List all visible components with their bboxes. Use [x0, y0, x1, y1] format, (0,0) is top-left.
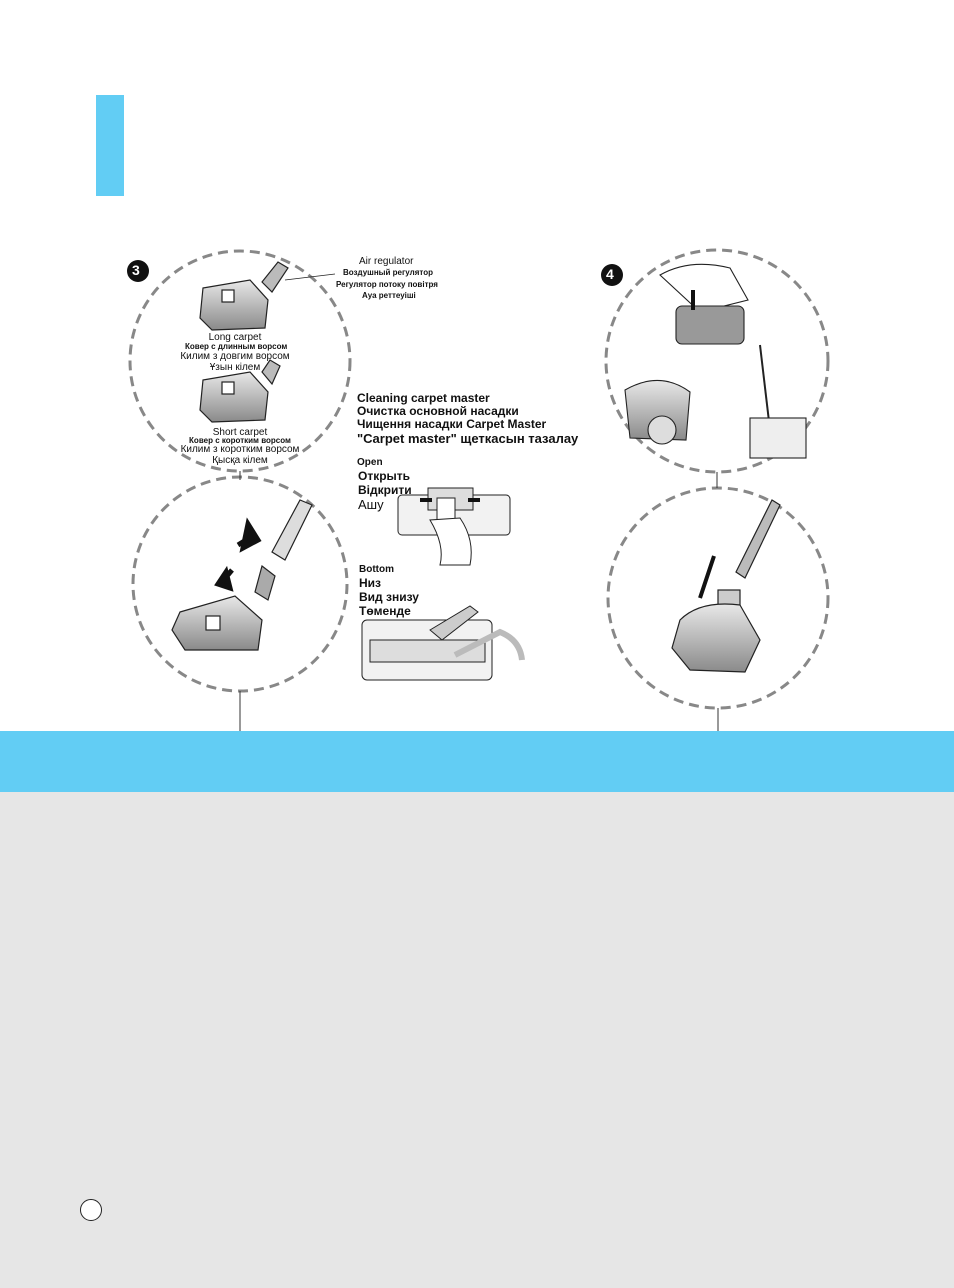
- arrow-down-icon: [218, 570, 232, 588]
- turbo-nozzle-attach-icon: [672, 500, 780, 672]
- bottom-uk: Вид знизу: [359, 590, 419, 604]
- short-carpet-en: Short carpet: [212, 427, 268, 438]
- cleaning-title-uk: Чищення насадки Carpet Master: [357, 417, 547, 431]
- bottom-en: Bottom: [359, 564, 394, 575]
- step3-lower-circle: [133, 477, 347, 691]
- bottom-kk: Төменде: [359, 604, 411, 618]
- short-carpet-kk: Қысқа кілем: [212, 455, 268, 466]
- section-blue-band: [0, 731, 954, 792]
- cleaning-title-kk: "Carpet master" щеткасын тазалау: [357, 431, 579, 446]
- nozzle-attach-icon: [172, 500, 312, 650]
- bottom-ru: Низ: [359, 576, 382, 590]
- open-ru: Открыть: [358, 469, 411, 483]
- long-carpet-en: Long carpet: [208, 332, 262, 343]
- arrow-up-icon: [238, 524, 258, 548]
- long-carpet-uk: Килим з довгим ворсом: [180, 351, 290, 362]
- open-kk: Ашу: [358, 497, 384, 512]
- open-en: Open: [357, 457, 383, 468]
- air-regulator-kk: Ауа реттеуіші: [362, 291, 416, 300]
- air-regulator-ru: Воздушный регулятор: [343, 268, 433, 277]
- long-carpet-kk: Ұзын кілем: [209, 362, 261, 373]
- double-arrow-icon: [700, 556, 714, 598]
- text-panel: [0, 792, 954, 1288]
- nozzle-open-diagram: [398, 488, 510, 565]
- open-uk: Відкрити: [358, 483, 412, 497]
- short-carpet-ru: Ковер с коротким ворсом: [189, 436, 291, 445]
- air-regulator-en: Air regulator: [359, 256, 414, 267]
- long-carpet-ru: Ковер с длинным ворсом: [185, 342, 288, 351]
- step4-number: 4: [606, 266, 614, 282]
- step3-number: 3: [132, 262, 140, 278]
- short-carpet-uk: Килим з коротким ворсом: [180, 444, 300, 455]
- brush-roller-removal-icon: [625, 264, 806, 458]
- cleaning-title-en: Cleaning carpet master: [357, 391, 490, 405]
- nozzle-long-carpet-icon: [200, 262, 288, 330]
- cleaning-title-ru: Очистка основной насадки: [357, 404, 519, 418]
- page-number-circle: [80, 1199, 102, 1221]
- air-regulator-uk: Регулятор потоку повітря: [336, 280, 438, 289]
